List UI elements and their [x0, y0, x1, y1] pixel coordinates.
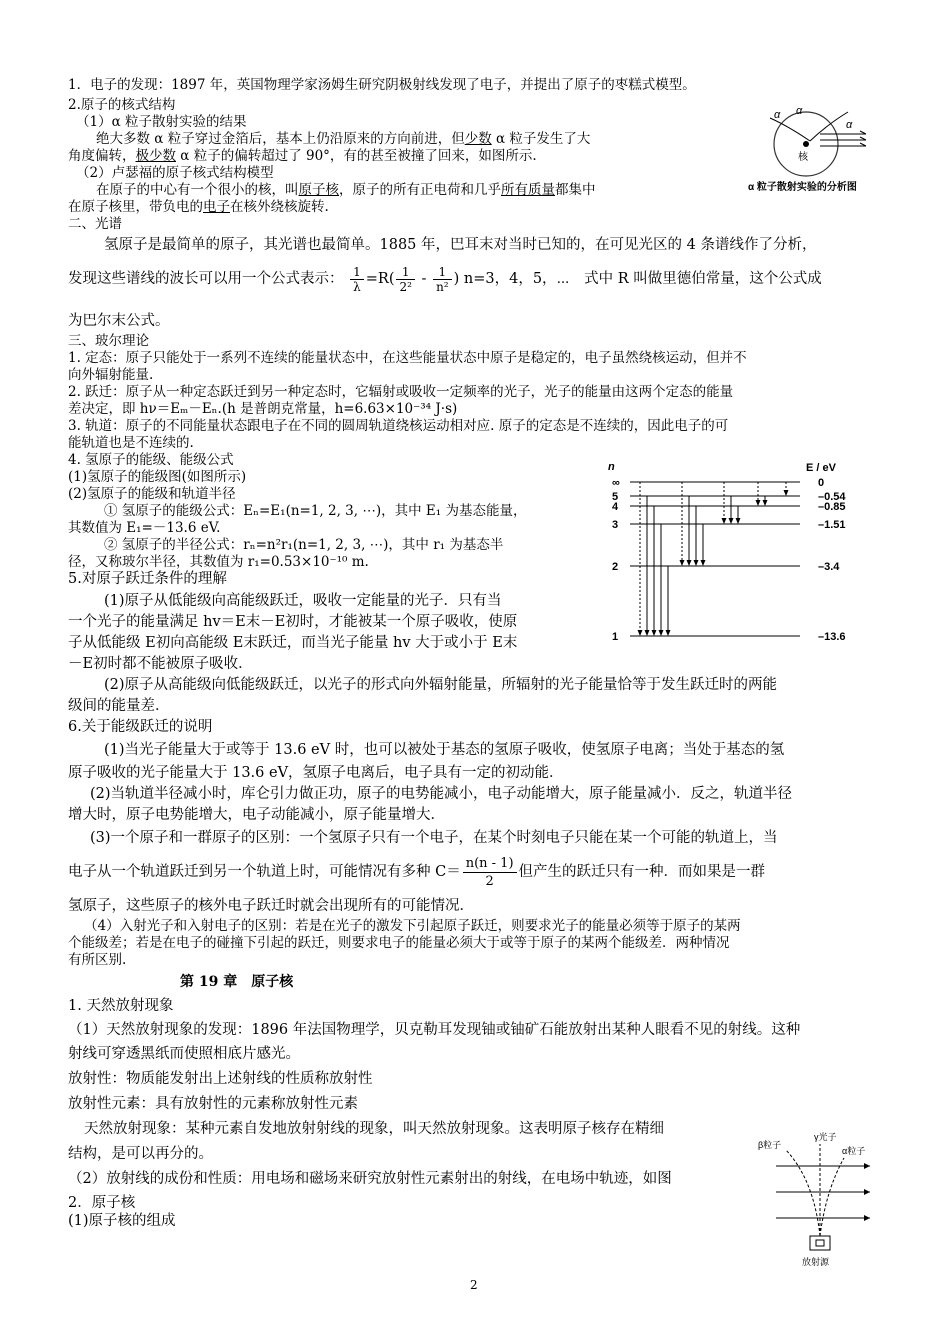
heading-bohr-theory: 三、玻尔理论 [68, 333, 149, 349]
field-arrowheads [864, 1163, 870, 1221]
text-emit-line1: (2)原子从高能级向低能级跃迁，以光子的形式向外辐射能量，所辐射的光子能量恰等于发生跃迁时的两能 [104, 677, 778, 693]
transition-arrowhead [722, 518, 727, 524]
energy-level-value: –13.6 [818, 631, 846, 643]
text-alpha-line1: 绝大多数 α 粒子穿过金箔后，基本上仍沿原来的方向前进，但少数 α 粒子发生了大 [96, 131, 591, 147]
text-natural-phenomenon-1: 天然放射现象：某种元素自发地放射射线的现象，叫天然放射现象。这表明原子核存在精细 [84, 1121, 664, 1137]
heading-natural-radioactivity: 1. 天然放射现象 [68, 998, 174, 1014]
text-radioactivity-def: 放射性：物质能发射出上述射线的性质称放射性 [68, 1071, 373, 1087]
text-electron-discovery: 1．电子的发现：1897 年，英国物理学家汤姆生研究阴极射线发现了电子，并提出了原子的枣糕式模型。 [68, 77, 696, 93]
gamma-label: γ光子 [814, 1132, 837, 1142]
heading-transition-conditions: 5.对原子跃迁条件的理解 [68, 571, 227, 587]
text-single-vs-group-3: 氢原子，这些原子的核外电子跃迁时就会出现所有的可能情况． [68, 898, 474, 914]
alpha-label-3: α [846, 119, 853, 131]
text-radius-formula: ② 氢原子的半径公式：rₙ=n²r₁(n=1, 2, 3, ⋯)，其中 r₁ 为基态半 [104, 537, 504, 553]
text-stationary-state-1: 1. 定态：原子只能处于一系列不连续的能量状态中，在这些能量状态中原子是稳定的，电子虽然绕核运动，但并不 [68, 350, 747, 366]
energy-level-value: –3.4 [818, 561, 840, 573]
source-label: 放射源 [802, 1257, 830, 1267]
text-energy-formula: ① 氢原子的能级公式：Eₙ=E₁(n=1, 2, 3, ⋯)，其中 E₁ 为基态能量， [104, 503, 527, 519]
beta-track [786, 1150, 820, 1236]
text-natural-phenomenon-2: 结构，是可以再分的。 [68, 1146, 213, 1162]
alpha-particle-track [820, 1158, 844, 1236]
text-nucleus-composition: (1)原子核的组成 [68, 1213, 176, 1229]
text-photon-vs-electron-2: 个能级差；若是在电子的碰撞下引起的跃迁，则要求电子的能量必须大于或等于原子的某两个能级差．两种情况 [68, 935, 730, 951]
text-transition-1: 2. 跃迁：原子从一种定态跃迁到另一种定态时，它辐射或吸收一定频率的光子，光子的能量由这两个定态的能量 [68, 384, 734, 400]
text-balmer-formula-line: 发现这些谱线的波长可以用一个公式表示： $\frac{1}{\lambda}$ =R( $\frac{1}{\text{2²}}$ - $\frac{1}{\text{n²}}$ ) n=3，4，5，⋯ 式中 R 叫做里德伯常量，这个公式成 [68, 264, 822, 294]
heading-nucleus: 2．原子核 [68, 1195, 136, 1211]
hydrogen-energy-level-diagram [600, 458, 890, 650]
energy-level-n: 5 [612, 491, 619, 503]
transition-arrowhead [694, 560, 699, 566]
text-bohr-radius: 径，又称玻尔半径，其数值为 r₁=0.53×10⁻¹⁰ m. [68, 554, 369, 570]
text-photon-vs-electron-3: 有所区别. [68, 952, 127, 968]
energy-level-n: 1 [612, 631, 619, 643]
transition-arrowhead [729, 518, 734, 524]
alpha-particle-label: α粒子 [842, 1146, 866, 1156]
nucleus-dot [803, 141, 809, 147]
text-ground-energy: 其数值为 E₁=－13.6 eV. [68, 520, 221, 536]
text-energy-diagram-ref: (1)氢原子的能级图(如图所示) [68, 469, 247, 485]
source-box [810, 1236, 830, 1250]
energy-level-value: 0 [818, 477, 825, 489]
text-spectrum-line1: 氢原子是最简单的原子，其光谱也最简单。1885 年，巴耳末对当时已知的，在可见光区的 4 条谱线作了分析， [104, 237, 817, 253]
transition-arrowhead [701, 560, 706, 566]
text-ionization-1: (1)当光子能量大于或等于 13.6 eV 时，也可以被处于基态的氢原子吸收，使氢原子电离；当处于基态的氢 [104, 742, 785, 758]
energy-level-n: 3 [612, 519, 619, 531]
text-alpha-line2: 角度偏转，极少数 α 粒子的偏转超过了 90°，有的甚至被撞了回来，如图所示. [68, 148, 537, 164]
transition-arrowhead [784, 490, 789, 496]
text-balmer-name: 为巴尔末公式。 [68, 313, 170, 329]
heading-rutherford-model: （2）卢瑟福的原子核式结构模型 [76, 165, 274, 181]
combination-fraction: $\frac{n(n - 1)}{2}$ [463, 855, 517, 890]
transition-arrowhead [736, 518, 741, 524]
energy-level-value: –0.54 [818, 491, 846, 503]
transition-arrowhead [680, 560, 685, 566]
transition-arrowhead [638, 630, 643, 636]
alpha-scattering-figure [748, 104, 888, 196]
text-rutherford-line2: 在原子核里，带负电的电子在核外绕核旋转. [68, 199, 329, 215]
chapter-19-title: 第 19 章 原子核 [180, 974, 294, 990]
energy-level-value: –1.51 [818, 519, 846, 531]
transition-arrowhead [645, 630, 650, 636]
transition-arrowhead [666, 630, 671, 636]
text-ray-composition: （2）放射线的成份和性质：用电场和磁场来研究放射性元素射出的射线，在电场中轨迹，如图 [68, 1171, 672, 1187]
text-discovery-1: （1）天然放射现象的发现：1896 年法国物理学，贝克勒耳发现铀或铀矿石能放射出某种人眼看不见的射线。这种 [68, 1022, 801, 1038]
text-orbit-2: 能轨道也是不连续的. [68, 435, 194, 451]
text-absorb-line1: (1)原子从低能级向高能级跃迁，吸收一定能量的光子．只有当 [104, 593, 502, 609]
text-absorb-line3: 子从低能级 E初向高能级 E末跃迁，而当光子能量 hv 大于或小于 E末 [68, 635, 518, 651]
alpha-deflected-track [810, 112, 848, 141]
text-radius-energy-1: (2)当轨道半径减小时，库仑引力做正功，原子的电势能减小，电子动能增大，原子能量减小．反之，轨道半径 [90, 786, 793, 802]
energy-level-value: –0.85 [818, 501, 846, 513]
text-transition-2: 差决定，即 hν＝Eₘ－Eₙ.(h 是普朗克常量，h=6.63×10⁻³⁴ J·s) [68, 401, 458, 417]
text-ionization-2: 原子吸收的光子能量大于 13.6 eV，氢原子电离后，电子具有一定的初动能． [68, 765, 564, 781]
heading-transition-notes: 6.关于能级跃迁的说明 [68, 719, 213, 735]
alpha-backscatter-track [770, 118, 810, 141]
text-rutherford-line1: 在原子的中心有一个很小的核，叫原子核，原子的所有正电荷和几乎所有质量都集中 [96, 182, 596, 198]
beta-label: β粒子 [758, 1140, 782, 1150]
source-inner [816, 1240, 824, 1246]
transition-arrowhead [756, 500, 761, 506]
radiation-electric-field-figure [752, 1130, 880, 1272]
alpha-arrowheads [860, 131, 866, 146]
page-number: 2 [470, 1278, 478, 1292]
energy-level-n: ∞ [612, 477, 620, 489]
text-radius-energy-2: 增大时，原子电势能增大，电子动能减小，原子能量增大． [68, 807, 445, 823]
text-levels-and-radius: (2)氢原子的能级和轨道半径 [68, 486, 236, 502]
heading-alpha-result: （1）α 粒子散射实验的结果 [76, 114, 247, 130]
axis-e-label: E / eV [806, 462, 836, 474]
text-single-vs-group-1: (3)一个原子和一群原子的区别：一个氢原子只有一个电子，在某个时刻电子只能在某一个可能的轨道上，当 [90, 830, 778, 846]
transition-arrowhead [659, 630, 664, 636]
axis-n-label: n [608, 461, 615, 473]
heading-energy-levels: 4. 氢原子的能级、能级公式 [68, 452, 234, 468]
text-stationary-state-2: 向外辐射能量. [68, 367, 154, 383]
alpha-label-1: α [774, 109, 781, 121]
transition-arrowhead [687, 560, 692, 566]
text-discovery-2: 射线可穿透黑纸而使照相底片感光。 [68, 1046, 300, 1062]
text-orbit-1: 3. 轨道：原子的不同能量状态跟电子在不同的圆周轨道绕核运动相对应. 原子的定态是不连续的，因此电子的可 [68, 418, 729, 434]
formula-frac-3: $\frac{1}{\text{n²}}$ [433, 265, 452, 294]
formula-frac-1: $\frac{1}{\lambda}$ [350, 265, 364, 294]
text-radioactive-element-def: 放射性元素：具有放射性的元素称放射性元素 [68, 1096, 358, 1112]
transition-arrowhead [763, 500, 768, 506]
nucleus-label: 核 [798, 152, 808, 163]
text-photon-vs-electron-1: （4）入射光子和入射电子的区别：若是在光子的激发下引起原子跃迁，则要求光子的能量必须等于原子的某两 [84, 918, 741, 934]
transition-arrowhead [652, 630, 657, 636]
text-absorb-line4: －E初时都不能被原子吸收． [68, 656, 253, 672]
text-absorb-line2: 一个光子的能量满足 hv＝E末－E初时，才能被某一个原子吸收，使原 [68, 614, 518, 630]
formula-frac-2: $\frac{1}{\text{2²}}$ [396, 265, 414, 294]
alpha-label-2: α [796, 105, 803, 117]
energy-level-n: 4 [612, 501, 619, 513]
alpha-figure-caption: α 粒子散射实验的分析图 [748, 182, 857, 193]
text-single-vs-group-2: 电子从一个轨道跃迁到另一个轨道上时，可能情况有多种 C＝ $\frac{n(n - 1)}{2}$ 但产生的跃迁只有一种．而如果是一群 [68, 855, 766, 889]
energy-level-n: 2 [612, 561, 619, 573]
text-emit-line2: 级间的能量差． [68, 698, 170, 714]
heading-nuclear-structure: 2.原子的核式结构 [68, 97, 176, 113]
heading-spectrum: 二、光谱 [68, 216, 122, 232]
